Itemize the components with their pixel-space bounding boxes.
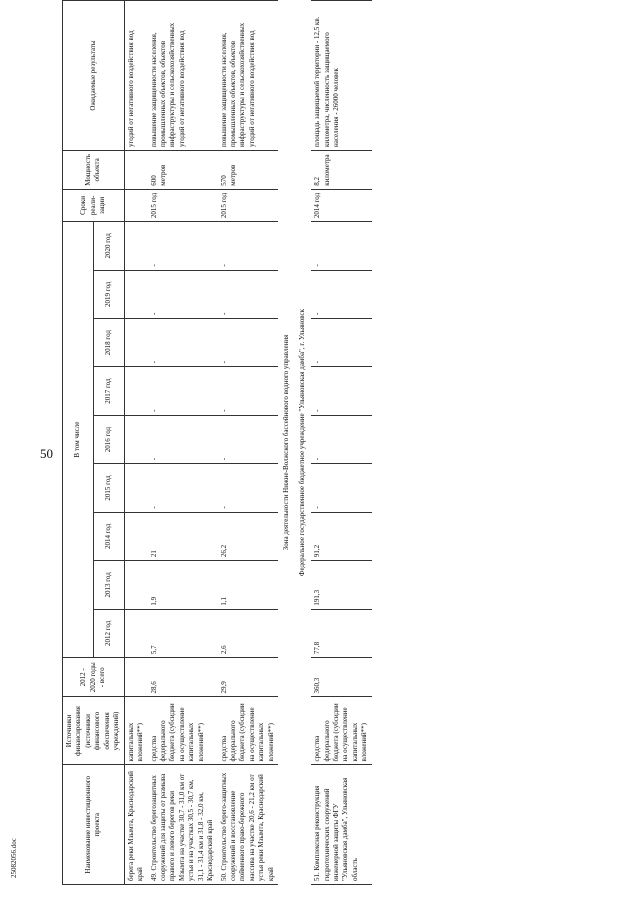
year-cell: 91,2 (311, 512, 372, 560)
row-number: 51. (313, 872, 322, 881)
year-cell (124, 464, 147, 512)
year-cell: - (148, 222, 218, 270)
table-row (124, 1, 147, 885)
capacity-cell: 570 метров (218, 151, 279, 190)
year-cell: 1,9 (148, 561, 218, 610)
table-row (148, 1, 218, 885)
header-source: Источники финансирования (источники финансового обеспечения учреждений) (63, 697, 125, 765)
term-cell (124, 189, 147, 221)
year-cell: - (311, 367, 372, 415)
project-name (218, 765, 279, 885)
project-name (148, 765, 218, 885)
year-cell: - (148, 270, 218, 318)
header-year: 2015 год (93, 464, 124, 512)
year-cell: - (311, 318, 372, 366)
capacity-cell: 600 метров (148, 151, 218, 190)
project-name-text: Строительство берегозащитных сооружений для защиты от размыва правого и левого берегов реки Мзымта на участке 30,7 - 31,0 км от устья и на участках 30,5 - 30,7 км, 31,1 - 31,4 км и 31,8 - 32,0 км, Краснодарский край (149, 773, 215, 881)
row-number: 50. (219, 872, 228, 881)
year-cell: 1,1 (218, 561, 279, 610)
year-cell: - (311, 222, 372, 270)
header-year: 2013 год (93, 561, 124, 610)
year-cell (124, 561, 147, 610)
year-cell: - (218, 464, 279, 512)
year-cell: - (218, 222, 279, 270)
source-cell: капитальных вложений**) (124, 697, 147, 765)
header-total: 2012 - 2020 годы - всего (63, 658, 125, 697)
year-cell: - (311, 415, 372, 463)
year-cell (124, 609, 147, 657)
header-year: 2019 год (93, 270, 124, 318)
year-cell (124, 415, 147, 463)
year-cell: - (148, 318, 218, 366)
footer-filename: 2508​2056.doc (10, 838, 18, 878)
page-number: 50 (40, 446, 53, 461)
zone-line-2: Федеральное государственное бюджетное учреждение "Ульяновская дамба", г. Ульяновск (297, 308, 306, 577)
year-cell (124, 318, 147, 366)
project-name (311, 765, 372, 885)
investment-projects-table (62, 0, 372, 885)
year-cell: 2,6 (218, 609, 279, 657)
result-cell: площадь защищаемой территории - 12,5 кв. километра, численность защищаемого населения - 26000 человек (311, 1, 372, 151)
total-cell: 28,6 (148, 658, 218, 697)
term-cell: 2014 год (311, 189, 372, 221)
capacity-cell: 8,2 километра (311, 151, 372, 190)
year-cell: - (311, 464, 372, 512)
project-name-text: Строительство берего-защитных сооружений и восстановление пойменного право-бережного массива на участке 20,6 - 21,2 км от устья реки Мзымта, Краснодарский край (219, 772, 275, 881)
header-term: Сроки реали-зации (63, 189, 125, 221)
capacity-cell (124, 151, 147, 190)
year-cell: - (218, 367, 279, 415)
zone-heading (278, 1, 311, 885)
year-cell: 26,2 (218, 512, 279, 560)
header-year: 2014 год (93, 512, 124, 560)
header-including: В том числе (63, 222, 94, 658)
project-name-text: Комплексная реконструкция гидротехнических сооружений инженерной защиты ФГУ "Ульяновская дамба", Ульяновская область (313, 777, 359, 881)
result-cell: повышение защищенности населения, промышленных объектов, объектов инфраструктуры и сельскохозяйственных угодий от негативного воздействия вод (148, 1, 218, 151)
source-cell: средства федерального бюджета (субсидии на осуществление капитальных вложений**) (218, 697, 279, 765)
project-name-text: берега реки Мзымта, Краснодарский край (126, 771, 145, 881)
header-capacity: Мощность объекта (63, 151, 125, 190)
result-cell: угодий от негативного воздействия вод (124, 1, 147, 151)
header-year: 2018 год (93, 318, 124, 366)
year-cell: - (218, 270, 279, 318)
header-year: 2012 год (93, 609, 124, 657)
header-year: 2016 год (93, 415, 124, 463)
row-number: 49. (149, 872, 158, 881)
term-cell: 2015 год (218, 189, 279, 221)
year-cell: - (218, 415, 279, 463)
term-cell: 2015 год (148, 189, 218, 221)
year-cell: 77,8 (311, 609, 372, 657)
result-cell: повышение защищенности населения, промышленных объектов, объектов инфраструктуры и сельскохозяйственных угодий от негативного воздействия вод (218, 1, 279, 151)
header-year: 2020 год (93, 222, 124, 270)
table-row (311, 1, 372, 885)
total-cell: 29,9 (218, 658, 279, 697)
year-cell: - (148, 415, 218, 463)
year-cell: 191,3 (311, 561, 372, 610)
table-row (218, 1, 279, 885)
header-result: Ожидаемые результаты (63, 1, 125, 151)
project-name (124, 765, 147, 885)
source-cell: средства федерального бюджета (субсидии на осуществление капитальных вложений**) (311, 697, 372, 765)
year-cell (124, 270, 147, 318)
year-cell: - (311, 270, 372, 318)
zone-line-1: Зона деятельности Нижне-Волжского бассейнового водного управления (282, 334, 291, 551)
year-cell: 5,7 (148, 609, 218, 657)
year-cell (124, 367, 147, 415)
year-cell: - (148, 464, 218, 512)
header-project: Наименование инвестиционного проекта (63, 765, 125, 885)
total-cell (124, 658, 147, 697)
total-cell: 360,3 (311, 658, 372, 697)
source-cell: средства федерального бюджета (субсидии на осуществление капитальных вложений**) (148, 697, 218, 765)
year-cell (124, 512, 147, 560)
year-cell: - (218, 318, 279, 366)
year-cell (124, 222, 147, 270)
year-cell: 21 (148, 512, 218, 560)
zone-row (278, 1, 311, 885)
year-cell: - (148, 367, 218, 415)
header-year: 2017 год (93, 367, 124, 415)
